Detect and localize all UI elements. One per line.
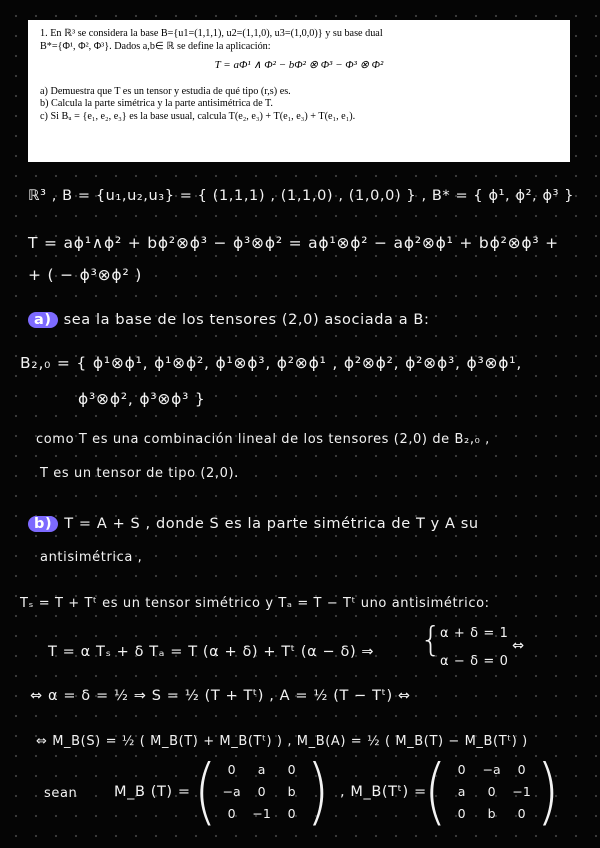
problem-item-a: a) Demuestra que T es un tensor y estudia de qué tipo (r,s) es. (40, 85, 291, 97)
matrix-cell: 0 (457, 805, 466, 821)
notes-basis-line: ℝ³ , B = {u₁,u₂,u₃} = { (1,1,1) , (1,1,0) , (1,0,0) } , B* = { ϕ¹, ϕ², ϕ³ } (28, 188, 575, 204)
matrix-cell: 0 (457, 761, 466, 777)
matrix-cell: −a (482, 761, 501, 777)
matrix-cell: 0 (227, 805, 236, 821)
matrix-MB-T-grid (217, 758, 307, 824)
matrix-relations-line: ⇔ M_B(S) = ½ ( M_B(T) + M_B(Tᵗ) ) , M_B(A) = ½ ( M_B(T) − M_B(Tᵗ) ) (36, 734, 528, 749)
matrix-cell: b (287, 783, 296, 799)
matrix-right-paren: ) (536, 748, 560, 834)
problem-line-1: 1. En ℝ³ se considera la base B={u1=(1,1,1), u2=(1,1,0), u3=(1,0,0)} y su base dual (40, 28, 383, 39)
notes-T-expansion: T = aϕ¹∧ϕ² + bϕ²⊗ϕ³ − ϕ³⊗ϕ² = aϕ¹⊗ϕ² − aϕ²⊗ϕ¹ + bϕ²⊗ϕ³ + (28, 234, 559, 252)
matrix-cell: 0 (227, 761, 236, 777)
como-line-1: como T es una combinación lineal de los tensores (2,0) de B₂,₀ , (36, 432, 490, 447)
notes-T-expansion-cont: + ( − ϕ³⊗ϕ² ) (28, 266, 143, 284)
matrix-cell: 0 (517, 805, 526, 821)
matrix-cell: a (257, 761, 266, 777)
matrix-cell: −1 (252, 805, 271, 821)
part-a-heading (28, 312, 429, 328)
part-b-text-2: antisimétrica , (40, 550, 143, 565)
matrix-cell: 0 (517, 761, 526, 777)
system-brace: { (420, 620, 443, 660)
matrix-cell: 0 (487, 783, 496, 799)
basis-B20-line-1: B₂,₀ = { ϕ¹⊗ϕ¹, ϕ¹⊗ϕ², ϕ¹⊗ϕ³, ϕ²⊗ϕ¹ , ϕ²⊗ϕ², ϕ²⊗ϕ³, ϕ³⊗ϕ¹, (20, 354, 523, 372)
system-line: T = α Tₛ + δ Tₐ = T (α + δ) + Tᵗ (α − δ) ⇒ (48, 644, 375, 660)
matrix-cell: −1 (512, 783, 531, 799)
matrix-cell: 0 (257, 783, 266, 799)
matrix-MB-Tt-grid (447, 758, 537, 824)
como-line-2: T es un tensor de tipo (2,0). (40, 466, 239, 481)
part-b-text: T = A + S , donde S es la parte simétrica de T y A su (64, 516, 479, 532)
sean-label: sean (44, 786, 78, 801)
matrix-MB-T (194, 748, 330, 834)
matrix-cell: a (457, 783, 466, 799)
matrix-cell: 0 (287, 761, 296, 777)
problem-item-c: c) Si Bᵤ = {e₁, e₂, e₃} es la base usual, calcula T(e₂, e₃) + T(e₁, e₃) + T(e₁, e₁). (40, 110, 356, 122)
part-b-heading (28, 516, 479, 532)
part-a-text: sea la base de los tensores (2,0) asociada a B: (63, 312, 430, 328)
matrix-left-paren: ( (424, 748, 447, 834)
matrix-right-paren: ) (306, 748, 330, 834)
problem-line-2: B*={Φ¹, Φ², Φ³}. Dados a,b∈ ℝ se define la aplicación: (40, 40, 271, 52)
mbtt-label: , M_B(Tᵗ) = (340, 784, 427, 800)
basis-B20-line-2: ϕ³⊗ϕ², ϕ³⊗ϕ³ } (78, 390, 206, 408)
matrix-cell: 0 (287, 805, 296, 821)
matrix-cell: −a (222, 783, 241, 799)
symmetric-def-line: Tₛ = T + Tᵗ es un tensor simétrico y Tₐ = T − Tᵗ uno antisimétrico: (20, 596, 490, 611)
part-b-badge: b) (28, 516, 58, 532)
system-eq-1: α + δ = 1 (440, 626, 509, 641)
alpha-delta-line: ⇔ α = δ = ½ ⇒ S = ½ (T + Tᵗ) , A = ½ (T − Tᵗ) ⇔ (30, 688, 411, 704)
matrix-MB-Tt (424, 748, 560, 834)
part-a-badge: a) (28, 312, 58, 328)
system-iff: ⇔ (512, 638, 525, 654)
system-eq-2: α − δ = 0 (440, 654, 509, 669)
matrix-cell: b (487, 805, 496, 821)
problem-item-b: b) Calcula la parte simétrica y la parte antisimétrica de T. (40, 98, 273, 110)
problem-formula: T = aΦ¹ ∧ Φ² − bΦ² ⊗ Φ³ − Φ³ ⊗ Φ² (214, 59, 384, 72)
mbt-label: M_B (T) = (114, 784, 191, 800)
matrix-left-paren: ( (194, 748, 217, 834)
